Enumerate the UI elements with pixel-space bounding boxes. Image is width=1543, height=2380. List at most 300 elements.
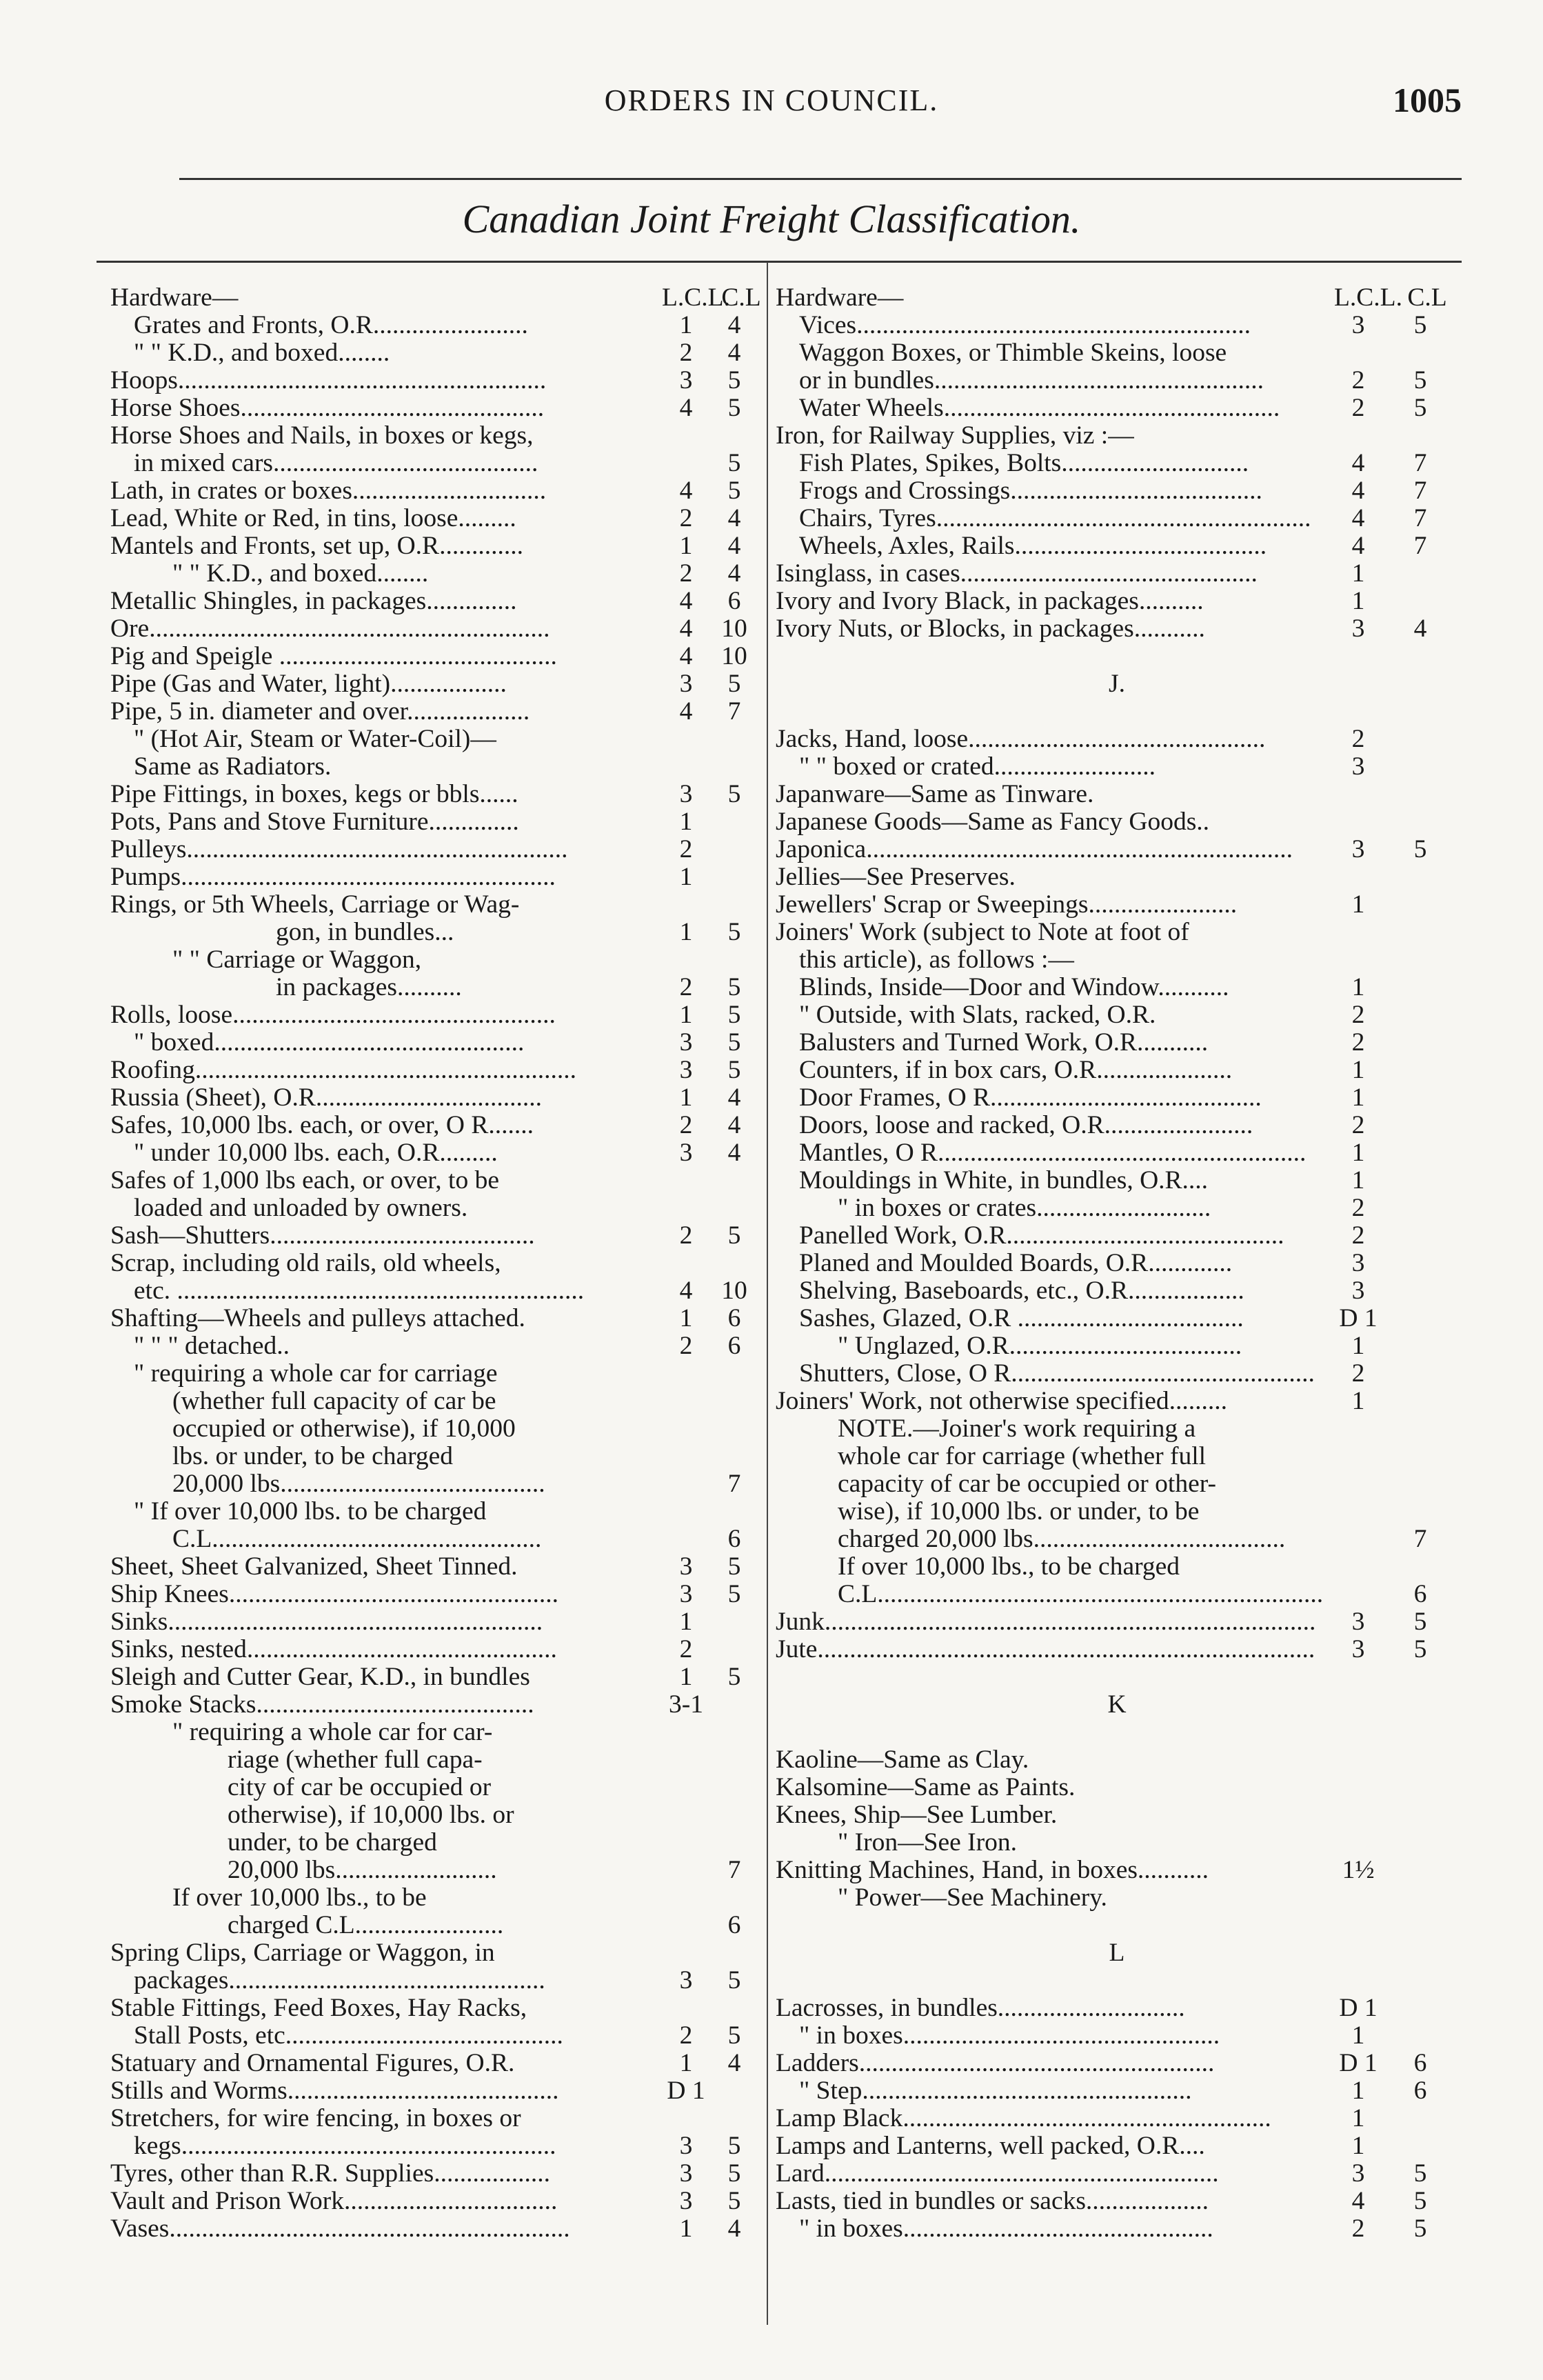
table-row — [776, 1250, 1458, 1277]
lcl-rate: 2 — [679, 2021, 693, 2050]
table-row — [110, 1719, 755, 1746]
item-description: Russia (Sheet), O.R................................... — [110, 1083, 543, 1112]
item-description: Panelled Work, O.R........................................... — [799, 1221, 1284, 1250]
table-row — [110, 1470, 755, 1498]
cl-rate: 6 — [1413, 2077, 1427, 2105]
cl-rate: 7 — [727, 1856, 741, 1884]
item-description: Sinks, nested................................................ — [110, 1635, 557, 1663]
lcl-rate: 1 — [1351, 1139, 1365, 1167]
item-description: Jewellers' Scrap or Sweepings....................... — [776, 890, 1238, 919]
item-description: Kaoline—Same as Clay. — [776, 1746, 1029, 1774]
item-description: " under 10,000 lbs. each, O.R......... — [134, 1139, 498, 1167]
item-description: Knees, Ship—See Lumber. — [776, 1801, 1058, 1829]
lcl-rate: 2 — [679, 973, 693, 1001]
table-row — [776, 1801, 1458, 1829]
item-description: otherwise), if 10,000 lbs. or — [228, 1801, 514, 1829]
table-row — [776, 643, 1458, 670]
table-row — [776, 1167, 1458, 1194]
lcl-rate: 3 — [679, 2159, 693, 2188]
lcl-rate: 1 — [1351, 1332, 1365, 1360]
item-description: Pipe, 5 in. diameter and over................... — [110, 697, 530, 726]
item-description: Rings, or 5th Wheels, Carriage or Wag- — [110, 890, 520, 919]
table-row — [776, 1967, 1458, 1994]
lcl-rate: 4 — [679, 697, 693, 726]
item-description: Joiners' Work, not otherwise specified......... — [776, 1387, 1228, 1415]
item-description: " requiring a whole car for carriage — [134, 1359, 498, 1388]
table-row — [776, 1029, 1458, 1057]
table-row — [776, 2105, 1458, 2132]
lcl-rate: 1 — [679, 1001, 693, 1029]
table-row — [110, 1526, 755, 1553]
lcl-rate: 2 — [1351, 1359, 1365, 1388]
lcl-rate: 2 — [1351, 394, 1365, 422]
lcl-rate: 2 — [1351, 725, 1365, 753]
table-row — [776, 808, 1458, 836]
table-row — [776, 1636, 1458, 1663]
lcl-rate: 3 — [679, 1139, 693, 1167]
item-description: Vases.............................................................. — [110, 2214, 570, 2243]
table-row — [776, 1553, 1458, 1581]
table-row — [776, 753, 1458, 781]
item-description: Stall Posts, etc........................................... — [134, 2021, 563, 2050]
cl-rate: 6 — [1413, 2049, 1427, 2077]
table-row — [776, 2022, 1458, 2050]
item-description: gon, in bundles... — [276, 918, 454, 946]
lcl-rate: 3 — [679, 670, 693, 698]
item-description: " in boxes or crates........................... — [838, 1194, 1211, 1222]
lcl-rate: 2 — [1351, 2214, 1365, 2243]
cl-rate: 5 — [727, 918, 741, 946]
table-row — [776, 1498, 1458, 1526]
section-letter-label: J. — [1109, 670, 1125, 698]
lcl-rate: 2 — [679, 1221, 693, 1250]
item-description: " Iron—See Iron. — [838, 1828, 1018, 1857]
table-row — [776, 1388, 1458, 1415]
cl-rate: 5 — [727, 477, 741, 505]
table-row — [776, 1994, 1458, 2022]
table-row — [776, 863, 1458, 891]
table-row — [776, 1746, 1458, 1774]
table-row — [110, 1443, 755, 1470]
table-row — [776, 477, 1458, 505]
item-description: this article), as follows :— — [799, 946, 1074, 974]
item-description: " " K.D., and boxed........ — [134, 339, 390, 367]
item-description: Counters, if in box cars, O.R..................... — [799, 1056, 1233, 1084]
table-row — [110, 946, 755, 974]
item-description: Safes, 10,000 lbs. each, or over, O R....... — [110, 1111, 534, 1139]
cl-rate: 5 — [727, 1028, 741, 1057]
table-row — [776, 1332, 1458, 1360]
table-row — [776, 1112, 1458, 1139]
lcl-rate: 1 — [679, 1083, 693, 1112]
item-description: Mouldings in White, in bundles, O.R.... — [799, 1166, 1209, 1194]
table-row — [110, 1801, 755, 1829]
table-row — [776, 1443, 1458, 1470]
lcl-rate: 1 — [1351, 2021, 1365, 2050]
cl-rate: 5 — [727, 394, 741, 422]
table-row — [776, 1194, 1458, 1222]
item-description: " Step................................................... — [799, 2077, 1192, 2105]
table-row — [776, 588, 1458, 615]
lcl-rate: 1 — [679, 863, 693, 891]
table-row — [776, 560, 1458, 588]
section-letter-label: K — [1107, 1690, 1127, 1719]
item-description: " " K.D., and boxed........ — [172, 559, 429, 588]
lcl-rate: 2 — [1351, 1194, 1365, 1222]
table-row — [776, 919, 1458, 946]
cl-rate: 7 — [1413, 449, 1427, 477]
item-description: Same as Radiators. — [134, 752, 332, 781]
item-description: Isinglass, in cases.............................................. — [776, 559, 1258, 588]
cl-rate: 4 — [727, 504, 741, 532]
item-description: Sashes, Glazed, O.R ................................... — [799, 1304, 1244, 1332]
item-description: lbs. or under, to be charged — [172, 1442, 454, 1470]
item-description: in packages.......... — [276, 973, 462, 1001]
item-description: Wheels, Axles, Rails....................................... — [799, 532, 1267, 560]
item-description: Metallic Shingles, in packages.............. — [110, 587, 517, 615]
cl-rate: 5 — [727, 780, 741, 808]
section-letter — [776, 1939, 1458, 1967]
item-description: Japonica.................................................................. — [776, 835, 1293, 863]
item-description: NOTE.—Joiner's work requiring a — [838, 1414, 1196, 1443]
item-description: Spring Clips, Carriage or Waggon, in — [110, 1939, 495, 1967]
cl-rate: C.L — [1407, 283, 1447, 312]
table-row — [110, 643, 755, 670]
table-row — [110, 698, 755, 726]
item-description: Ivory and Ivory Black, in packages.......... — [776, 587, 1204, 615]
table-row — [110, 891, 755, 919]
cl-rate: 4 — [727, 559, 741, 588]
lcl-rate: 3 — [1351, 1635, 1365, 1663]
lcl-rate: 3 — [679, 1028, 693, 1057]
column-header — [110, 283, 761, 312]
table-row — [776, 2215, 1458, 2243]
cl-rate: 5 — [727, 2187, 741, 2215]
cl-rate: 5 — [1413, 835, 1427, 863]
lcl-rate: 4 — [1351, 532, 1365, 560]
table-row — [776, 1857, 1458, 1884]
item-description: " requiring a whole car for car- — [172, 1718, 493, 1746]
lcl-rate: 1 — [1351, 1387, 1365, 1415]
table-row — [110, 1139, 755, 1167]
item-description: Tyres, other than R.R. Supplies.................. — [110, 2159, 550, 2188]
table-row — [776, 1526, 1458, 1553]
table-row — [110, 339, 755, 367]
item-description: Lamps and Lanterns, well packed, O.R.... — [776, 2132, 1205, 2160]
item-description: city of car be occupied or — [228, 1773, 492, 1801]
lcl-rate: 1 — [679, 918, 693, 946]
lcl-rate: 3 — [679, 2132, 693, 2160]
lcl-rate: 1 — [679, 1304, 693, 1332]
item-description: Japanware—Same as Tinware. — [776, 780, 1094, 808]
table-row — [776, 422, 1458, 450]
item-description: Iron, for Railway Supplies, viz :— — [776, 421, 1134, 450]
item-description: Mantels and Fronts, set up, O.R............. — [110, 532, 523, 560]
lcl-rate: 4 — [679, 477, 693, 505]
item-description: wise), if 10,000 lbs. or under, to be — [838, 1497, 1200, 1526]
item-description: Pulleys........................................................... — [110, 835, 568, 863]
cl-rate: C.L — [721, 283, 761, 312]
cl-rate: 5 — [1413, 394, 1427, 422]
lcl-rate: 1 — [679, 2214, 693, 2243]
lcl-rate: 4 — [679, 1277, 693, 1305]
lcl-rate: D 1 — [1339, 1304, 1378, 1332]
table-row — [776, 1001, 1458, 1029]
cl-rate: 7 — [727, 1470, 741, 1498]
table-row — [110, 974, 755, 1001]
lcl-rate: 1 — [1351, 973, 1365, 1001]
item-description: Scrap, including old rails, old wheels, — [110, 1249, 501, 1277]
cl-rate: 6 — [727, 1911, 741, 1939]
table-row — [776, 1222, 1458, 1250]
lcl-rate: 3 — [1351, 1249, 1365, 1277]
lcl-rate: 3 — [1351, 835, 1365, 863]
item-description: Shafting—Wheels and pulleys attached. — [110, 1304, 525, 1332]
lcl-rate: 2 — [1351, 1221, 1365, 1250]
table-row — [110, 2077, 755, 2105]
section-letter — [776, 670, 1458, 698]
item-description: Pots, Pans and Stove Furniture.............. — [110, 808, 519, 836]
lcl-rate: 1 — [679, 311, 693, 339]
item-description: " in boxes................................................. — [799, 2021, 1220, 2050]
cl-rate: 5 — [1413, 311, 1427, 339]
cl-rate: 10 — [721, 614, 747, 643]
table-row — [110, 1388, 755, 1415]
table-row — [776, 505, 1458, 532]
table-row — [110, 588, 755, 615]
cl-rate: 5 — [727, 2159, 741, 2188]
table-row — [110, 863, 755, 891]
item-description: kegs.......................................................... — [134, 2132, 556, 2160]
table-row — [110, 477, 755, 505]
lcl-rate: 4 — [1351, 2187, 1365, 2215]
lcl-rate: 1 — [679, 808, 693, 836]
item-description: " in boxes................................................ — [799, 2214, 1213, 2243]
cl-rate: 6 — [727, 587, 741, 615]
table-row — [110, 670, 755, 698]
cl-rate: 7 — [1413, 1525, 1427, 1553]
item-description: Doors, loose and racked, O.R....................... — [799, 1111, 1253, 1139]
table-row — [110, 1250, 755, 1277]
item-description: Sinks.......................................................... — [110, 1608, 543, 1636]
item-description: If over 10,000 lbs., to be charged — [838, 1552, 1180, 1581]
item-description: (whether full capacity of car be — [172, 1387, 496, 1415]
table-row — [110, 2188, 755, 2215]
table-row — [110, 836, 755, 863]
table-row — [110, 1884, 755, 1912]
lcl-rate: 2 — [679, 1111, 693, 1139]
item-description: Lard............................................................. — [776, 2159, 1219, 2188]
lcl-rate: 3 — [1351, 1608, 1365, 1636]
item-description: Kalsomine—Same as Paints. — [776, 1773, 1076, 1801]
table-row — [110, 1829, 755, 1857]
subtitle-rule — [97, 261, 1462, 263]
table-row — [110, 2105, 755, 2132]
table-row — [776, 615, 1458, 643]
lcl-rate: 2 — [679, 504, 693, 532]
item-description: whole car for carriage (whether full — [838, 1442, 1207, 1470]
item-description: " If over 10,000 lbs. to be charged — [134, 1497, 487, 1526]
table-row — [776, 781, 1458, 808]
cl-rate: 4 — [727, 311, 741, 339]
item-description: Ship Knees................................................... — [110, 1580, 558, 1608]
cl-rate: 7 — [1413, 532, 1427, 560]
item-description: Hardware— — [110, 283, 239, 312]
cl-rate: 5 — [727, 366, 741, 394]
cl-rate: 5 — [727, 1056, 741, 1084]
lcl-rate: 2 — [679, 559, 693, 588]
lcl-rate: 4 — [679, 614, 693, 643]
lcl-rate: 1 — [1351, 2077, 1365, 2105]
item-description: Planed and Moulded Boards, O.R............. — [799, 1249, 1233, 1277]
item-description: charged 20,000 lbs....................................... — [838, 1525, 1286, 1553]
item-description: Joiners' Work (subject to Note at foot of — [776, 918, 1189, 946]
section-letter — [776, 1691, 1458, 1719]
cl-rate: 7 — [1413, 504, 1427, 532]
table-row — [776, 1829, 1458, 1857]
cl-rate: 5 — [727, 1663, 741, 1691]
lcl-rate: D 1 — [667, 2077, 705, 2105]
table-row — [110, 2160, 755, 2188]
table-row — [110, 1084, 755, 1112]
table-row — [776, 1084, 1458, 1112]
lcl-rate: 1 — [1351, 2132, 1365, 2160]
cl-rate: 6 — [1413, 1580, 1427, 1608]
table-row — [110, 1194, 755, 1222]
lcl-rate: 4 — [1351, 504, 1365, 532]
cl-rate: 5 — [727, 1552, 741, 1581]
cl-rate: 6 — [727, 1525, 741, 1553]
table-row — [776, 312, 1458, 339]
item-description: Lamp Black......................................................... — [776, 2104, 1271, 2132]
table-row — [110, 1222, 755, 1250]
item-description: occupied or otherwise), if 10,000 — [172, 1414, 516, 1443]
item-description: Lasts, tied in bundles or sacks................... — [776, 2187, 1209, 2215]
item-description: Mantles, O R......................................................... — [799, 1139, 1307, 1167]
table-row — [776, 1360, 1458, 1388]
item-description: Chairs, Tyres.......................................................... — [799, 504, 1311, 532]
section-letter-label: L — [1109, 1939, 1125, 1967]
table-row — [110, 1939, 755, 1967]
table-row — [776, 1608, 1458, 1636]
table-row — [776, 1912, 1458, 1939]
item-description: Junk............................................................................ — [776, 1608, 1316, 1636]
table-row — [776, 946, 1458, 974]
item-description: C.L..................................................................... — [838, 1580, 1324, 1608]
table-row — [110, 1581, 755, 1608]
item-description: " " Carriage or Waggon, — [172, 946, 422, 974]
cl-rate: 6 — [727, 1332, 741, 1360]
item-description: Shelving, Baseboards, etc., O.R.................. — [799, 1277, 1244, 1305]
table-row — [110, 1746, 755, 1774]
table-row — [110, 2215, 755, 2243]
table-row — [776, 1774, 1458, 1801]
table-row — [110, 1994, 755, 2022]
item-description: Statuary and Ornamental Figures, O.R. — [110, 2049, 515, 2077]
item-description: " " " detached.. — [134, 1332, 290, 1360]
lcl-rate: 2 — [1351, 1111, 1365, 1139]
table-row — [776, 1139, 1458, 1167]
table-row — [776, 2132, 1458, 2160]
table-row — [110, 1029, 755, 1057]
item-description: loaded and unloaded by owners. — [134, 1194, 468, 1222]
lcl-rate: 3 — [1351, 311, 1365, 339]
cl-rate: 4 — [727, 339, 741, 367]
item-description: Waggon Boxes, or Thimble Skeins, loose — [799, 339, 1227, 367]
lcl-rate: 3 — [679, 1966, 693, 1994]
table-row — [110, 312, 755, 339]
lcl-rate: 2 — [679, 1635, 693, 1663]
item-description: 20,000 lbs......................... — [228, 1856, 497, 1884]
table-row — [776, 1884, 1458, 1912]
table-row — [776, 836, 1458, 863]
cl-rate: 5 — [727, 670, 741, 698]
table-row — [110, 1774, 755, 1801]
lcl-rate: 3 — [1351, 2159, 1365, 2188]
table-row — [776, 1719, 1458, 1746]
item-description: in mixed cars......................................... — [134, 449, 538, 477]
table-row — [110, 753, 755, 781]
item-description: " Outside, with Slats, racked, O.R. — [799, 1001, 1156, 1029]
item-description: Jellies—See Preserves. — [776, 863, 1016, 891]
cl-rate: 7 — [727, 697, 741, 726]
header-rule — [179, 178, 1462, 180]
lcl-rate: 3 — [1351, 752, 1365, 781]
table-row — [110, 505, 755, 532]
table-row — [776, 974, 1458, 1001]
table-row — [110, 2050, 755, 2077]
item-description: Door Frames, O R.......................................... — [799, 1083, 1262, 1112]
cl-rate: 5 — [727, 1001, 741, 1029]
page-number: 1005 — [1393, 81, 1462, 119]
cl-rate: 5 — [727, 2132, 741, 2160]
table-row — [776, 698, 1458, 726]
item-description: " " boxed or crated......................... — [799, 752, 1156, 781]
item-description: Sash—Shutters......................................... — [110, 1221, 535, 1250]
lcl-rate: 2 — [1351, 366, 1365, 394]
table-row — [776, 450, 1458, 477]
table-row — [110, 2132, 755, 2160]
cl-rate: 7 — [1413, 477, 1427, 505]
cl-rate: 4 — [1413, 614, 1427, 643]
cl-rate: 4 — [727, 1111, 741, 1139]
cl-rate: 4 — [727, 1083, 741, 1112]
table-row — [110, 1663, 755, 1691]
table-row — [110, 1415, 755, 1443]
table-row — [110, 808, 755, 836]
table-row — [110, 919, 755, 946]
item-description: Ore.............................................................. — [110, 614, 550, 643]
item-description: Jute............................................................................. — [776, 1635, 1315, 1663]
item-description: Stretchers, for wire fencing, in boxes or — [110, 2104, 521, 2132]
cl-rate: 5 — [727, 2021, 741, 2050]
cl-rate: 5 — [727, 1221, 741, 1250]
lcl-rate: 2 — [679, 339, 693, 367]
item-description: " boxed................................................ — [134, 1028, 525, 1057]
table-row — [110, 1360, 755, 1388]
lcl-rate: 1 — [1351, 1166, 1365, 1194]
table-row — [110, 781, 755, 808]
table-row — [110, 532, 755, 560]
table-row — [110, 1967, 755, 1994]
table-row — [110, 1001, 755, 1029]
table-row — [776, 726, 1458, 753]
table-row — [776, 339, 1458, 367]
cl-rate: 5 — [727, 1966, 741, 1994]
item-description: etc. ............................................................... — [134, 1277, 585, 1305]
item-description: Grates and Fronts, O.R........................ — [134, 311, 528, 339]
lcl-rate: D 1 — [1339, 2049, 1378, 2077]
